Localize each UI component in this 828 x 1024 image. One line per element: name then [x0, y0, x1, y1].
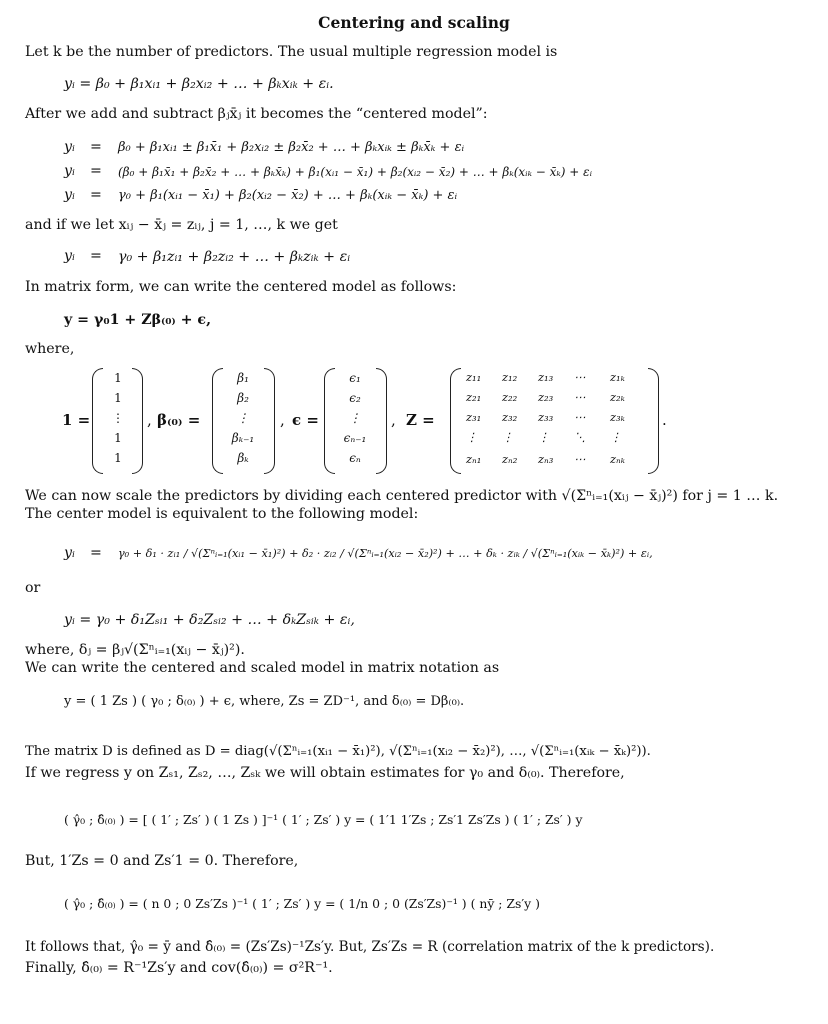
matrix-z-cell: z₁₁: [466, 370, 482, 384]
vector-beta-entry: βₖ₋₁: [231, 431, 255, 445]
matrix-z-cell: ⋮: [538, 430, 550, 444]
right-paren: [264, 368, 275, 474]
matrix-z-cell: zₙₖ: [610, 452, 625, 466]
matrix-z-label: Z =: [406, 411, 435, 429]
vector-eps-entry: ϵₙ₋₁: [343, 431, 367, 445]
paragraph-matrix-notation: We can write the centered and scaled model in matrix notation as: [25, 660, 500, 676]
paragraph-regress: If we regress y on Zₛ₁, Zₛ₂, …, Zₛₖ we will obtain estimates for γ₀ and δ₍₀₎. Therefore,: [25, 765, 625, 781]
centered-row-3: γ₀ + β₁(xᵢ₁ − x̄₁) + β₂(xᵢ₂ − x̄₂) + … + βₖ(xᵢₖ − x̄ₖ) + εᵢ: [118, 188, 458, 203]
matrix-z-row: [466, 370, 640, 384]
equation-z-model: γ₀ + β₁zᵢ₁ + β₂zᵢ₂ + … + βₖzᵢₖ + εᵢ: [118, 249, 351, 265]
matrix-z-cell: z₁₃: [538, 370, 554, 384]
paragraph-but: But, 1′Zs = 0 and Zs′1 = 0. Therefore,: [25, 853, 299, 869]
z-model-lhs: yᵢ: [64, 248, 75, 264]
matrix-z-row: [466, 390, 640, 404]
centered-row-1: β₀ + β₁xᵢ₁ ± β₁x̄₁ + β₂xᵢ₂ ± β₂x̄₂ + … + βₖxᵢₖ ± βₖx̄ₖ + εᵢ: [118, 140, 465, 155]
matrix-z-cell: ⋯: [574, 410, 586, 424]
matrix-z-cell: zₙ₁: [466, 452, 482, 466]
matrix-z-cell: z₂₃: [538, 390, 554, 404]
vector-one-entry: 1: [114, 391, 122, 405]
centered-row-2: (β₀ + β₁x̄₁ + β₂x̄₂ + … + βₖx̄ₖ) + β₁(xᵢ₁ − x̄₁) + β₂(xᵢ₂ − x̄₂) + … + βₖ(xᵢₖ − x̄ₖ) + εᵢ: [118, 165, 593, 179]
paragraph-scale: We can now scale the predictors by dividing each centered predictor with √(Σⁿᵢ₌₁(xᵢⱼ − x̄ⱼ)²) for j = 1 … k.: [25, 488, 779, 504]
label-where: where,: [25, 341, 75, 357]
matrix-z-cell: ⋮: [502, 430, 514, 444]
matrix-z-cell: z₂₁: [466, 390, 482, 404]
matrix-z-cell: ⋱: [574, 430, 586, 444]
right-paren: [132, 368, 143, 474]
vector-eps: [334, 368, 376, 468]
separator-comma: ,: [147, 411, 152, 429]
equation-scaled-model: γ₀ + δ₁ · zᵢ₁ / √(Σⁿᵢ₌₁(xᵢ₁ − x̄₁)²) + δ₂ · zᵢ₂ / √(Σⁿᵢ₌₁(xᵢ₂ − x̄₂)²) + … + δₖ · zᵢₖ / √(Σⁿᵢ₌₁(xᵢₖ − x̄ₖ)²) + εᵢ,: [118, 547, 653, 560]
left-paren: [92, 368, 103, 474]
matrix-z-cell: zₙ₂: [502, 452, 518, 466]
vector-beta: [222, 368, 264, 468]
separator-comma: ,: [391, 411, 396, 429]
matrix-z-cell: z₂₂: [502, 390, 518, 404]
vector-eps-entry: ϵ₂: [349, 391, 361, 405]
vector-eps-label: ϵ =: [292, 411, 319, 429]
matrix-z-cell: ⋮: [610, 430, 622, 444]
equation-matrix-model: y = γ₀1 + Zβ₍₀₎ + ϵ,: [64, 312, 212, 328]
matrix-z-cell: z₁₂: [502, 370, 518, 384]
equation-estimates: ( γ̂₀ ; δ̂₍₀₎ ) = [ ( 1′ ; Zs′ ) ( 1 Zs ) ]⁻¹ ( 1′ ; Zs′ ) y = ( 1′1 1′Zs ; Zs′1 Zs′Zs ) ( 1′ ; Zs′ ) y: [64, 812, 583, 827]
vector-eps-entry: ϵₙ: [349, 451, 361, 465]
matrix-z-cell: z₃ₖ: [610, 410, 625, 424]
paragraph-equivalent: The center model is equivalent to the following model:: [25, 506, 419, 522]
equation-zs-model: yᵢ = γ₀ + δ₁Zₛᵢ₁ + δ₂Zₛᵢ₂ + … + δₖZₛᵢₖ + εᵢ,: [64, 612, 355, 628]
centered-lhs-1: yᵢ: [64, 139, 75, 155]
matrix-z-cell: z₂ₖ: [610, 390, 625, 404]
matrix-z-cell: z₁ₖ: [610, 370, 625, 384]
vector-one-entry: 1: [114, 431, 122, 445]
separator-comma: ,: [280, 411, 285, 429]
scaled-lhs: yᵢ: [64, 545, 75, 561]
end-period: .: [662, 411, 667, 429]
matrix-z-cell: ⋮: [466, 430, 478, 444]
z-model-rel: =: [90, 248, 102, 264]
equation-centered-scaled: y = ( 1 Zs ) ( γ₀ ; δ₍₀₎ ) + ϵ, where, Zs = ZD⁻¹, and δ₍₀₎ = Dβ₍₀₎.: [64, 694, 465, 709]
matrix-z-cell: z₃₁: [466, 410, 482, 424]
matrix-z-cell: ⋯: [574, 390, 586, 404]
vector-beta-entry: ⋮: [237, 411, 249, 425]
vector-beta-entry: βₖ: [237, 451, 249, 465]
centered-rel-2: =: [90, 163, 102, 179]
vector-one: [104, 368, 132, 468]
matrix-z-row: [466, 452, 640, 466]
paragraph-matrix-form: In matrix form, we can write the centered model as follows:: [25, 279, 457, 295]
equation-regression-model: yᵢ = β₀ + β₁xᵢ₁ + β₂xᵢ₂ + … + βₖxᵢₖ + εᵢ.: [64, 76, 334, 92]
matrix-z-row: [466, 430, 640, 444]
vector-one-entry: ⋮: [112, 411, 124, 425]
page-title: Centering and scaling: [318, 13, 510, 32]
paragraph-finally: Finally, δ̂₍₀₎ = R⁻¹Zs′y and cov(δ̂₍₀₎) = σ²R⁻¹.: [25, 960, 333, 976]
centered-lhs-3: yᵢ: [64, 187, 75, 203]
vector-eps-entry: ⋮: [349, 411, 361, 425]
vector-eps-entry: ϵ₁: [349, 371, 361, 385]
centered-rel-3: =: [90, 187, 102, 203]
matrix-z: [460, 370, 652, 470]
paragraph-d-definition: The matrix D is defined as D = diag(√(Σⁿᵢ₌₁(xᵢ₁ − x̄₁)²), √(Σⁿᵢ₌₁(xᵢ₂ − x̄₂)²), …, √(Σⁿᵢ₌₁(xᵢₖ − x̄ₖ)²)).: [25, 744, 651, 759]
right-paren: [376, 368, 387, 474]
paragraph-intro: Let k be the number of predictors. The usual multiple regression model is: [25, 44, 558, 60]
vector-one-entry: 1: [114, 451, 122, 465]
equation-estimates-simplified: ( γ̂₀ ; δ̂₍₀₎ ) = ( n 0 ; 0 Zs′Zs )⁻¹ ( 1′ ; Zs′ ) y = ( 1/n 0 ; 0 (Zs′Zs)⁻¹ ) ( nȳ ; Zs′y ): [64, 896, 540, 911]
vector-one-entry: 1: [114, 371, 122, 385]
paragraph-follows: It follows that, γ̂₀ = ȳ and δ̂₍₀₎ = (Zs′Zs)⁻¹Zs′y. But, Zs′Zs = R (correlation matrix of the k predictors).: [25, 939, 715, 955]
right-paren: [648, 368, 659, 474]
matrix-z-row: [466, 410, 640, 424]
matrix-z-cell: z₃₂: [502, 410, 518, 424]
centered-lhs-2: yᵢ: [64, 163, 75, 179]
vector-beta-label: β₍₀₎ =: [157, 411, 201, 429]
matrix-z-cell: ⋯: [574, 452, 586, 466]
scaled-rel: =: [90, 545, 102, 561]
matrix-z-cell: ⋯: [574, 370, 586, 384]
matrix-z-cell: z₃₃: [538, 410, 554, 424]
centered-rel-1: =: [90, 139, 102, 155]
vector-one-label: 1 =: [62, 411, 91, 429]
matrix-z-cell: zₙ₃: [538, 452, 554, 466]
paragraph-centering: After we add and subtract βⱼx̄ⱼ it becomes the “centered model”:: [25, 106, 488, 122]
vector-beta-entry: β₁: [237, 371, 249, 385]
vector-beta-entry: β₂: [237, 391, 249, 405]
paragraph-delta-def: where, δⱼ = βⱼ√(Σⁿᵢ₌₁(xᵢⱼ − x̄ⱼ)²).: [25, 642, 245, 658]
label-or: or: [25, 580, 41, 596]
paragraph-let-z: and if we let xᵢⱼ − x̄ⱼ = zᵢⱼ, j = 1, …, k we get: [25, 217, 338, 233]
